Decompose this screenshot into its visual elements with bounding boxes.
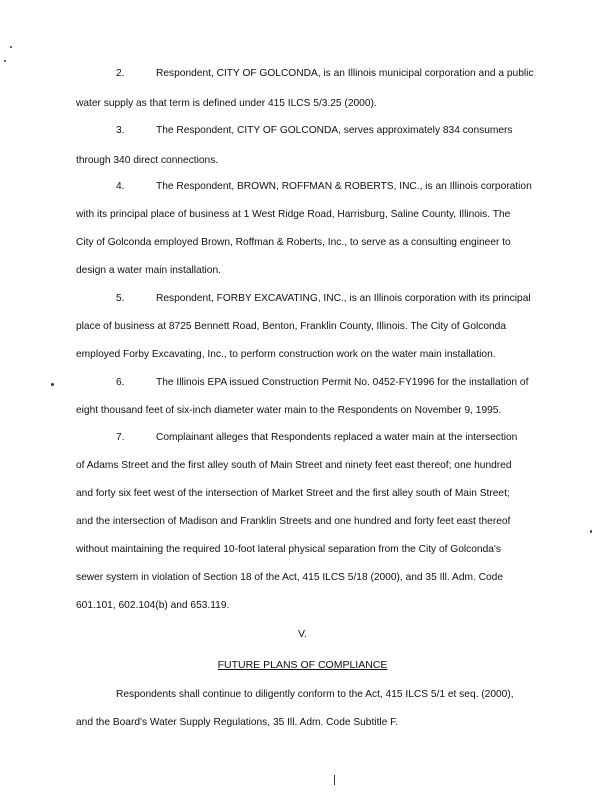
paragraph-line: with its principal place of business at 1 West Ridge Road, Harrisburg, Saline County, Illinois. The: [76, 209, 511, 220]
scan-speck: [51, 383, 54, 386]
paragraph-first-line: The Illinois EPA issued Construction Permit No. 0452-FY1996 for the installation of: [156, 377, 529, 388]
section-title-text: FUTURE PLANS OF COMPLIANCE: [217, 659, 388, 671]
paragraph-line: eight thousand feet of six-inch diameter water main to the Respondents on November 9, 1995.: [76, 405, 502, 416]
paragraph-number: 7.: [116, 432, 125, 443]
scan-speck: [4, 60, 6, 62]
paragraph-first-line: The Respondent, CITY OF GOLCONDA, serves approximately 834 consumers: [156, 125, 513, 136]
paragraph-line: employed Forby Excavating, Inc., to perform construction work on the water main installation.: [76, 349, 496, 360]
paragraph-first-line: The Respondent, BROWN, ROFFMAN & ROBERTS, INC., is an Illinois corporation: [156, 181, 532, 192]
section-number: V.: [298, 628, 307, 640]
paragraph-number: 5.: [116, 293, 125, 304]
section-title: [0, 659, 605, 671]
paragraph-number: 4.: [116, 181, 125, 192]
paragraph-line: water supply as that term is defined under 415 ILCS 5/3.25 (2000).: [76, 98, 377, 109]
paragraph-line: 601.101, 602.104(b) and 653.119.: [76, 600, 230, 611]
paragraph-line: of Adams Street and the first alley south of Main Street and ninety feet east thereof; one hundred: [76, 460, 512, 471]
scan-speck: [590, 530, 592, 533]
paragraph-first-line: Complainant alleges that Respondents replaced a water main at the intersection: [156, 432, 518, 443]
paragraph-line: sewer system in violation of Section 18 of the Act, 415 ILCS 5/18 (2000), and 35 Ill. Adm. Code: [76, 572, 503, 583]
paragraph-number: 3.: [116, 125, 125, 136]
paragraph-number: 2.: [116, 68, 125, 79]
scan-speck: [10, 46, 12, 48]
paragraph-line: City of Golconda employed Brown, Roffman & Roberts, Inc., to serve as a consulting engineer to: [76, 237, 511, 248]
paragraph-first-line: Respondent, CITY OF GOLCONDA, is an Illinois municipal corporation and a public: [156, 68, 534, 79]
paragraph-line: through 340 direct connections.: [76, 155, 219, 166]
paragraph-number: 6.: [116, 377, 125, 388]
paragraph-first-line: Respondent, FORBY EXCAVATING, INC., is an Illinois corporation with its principal: [156, 293, 531, 304]
paragraph-line: design a water main installation.: [76, 265, 221, 276]
paragraph-line: and the Board's Water Supply Regulations, 35 Ill. Adm. Code Subtitle F.: [76, 717, 399, 728]
paragraph-line: place of business at 8725 Bennett Road, Benton, Franklin County, Illinois. The City of Golconda: [76, 321, 507, 332]
scan-speck: [334, 775, 335, 785]
paragraph-first-line: Respondents shall continue to diligently conform to the Act, 415 ILCS 5/1 et seq. (2000),: [116, 689, 514, 700]
paragraph-line: without maintaining the required 10-foot lateral physical separation from the City of Golconda's: [76, 544, 501, 555]
paragraph-line: and forty six feet west of the intersection of Market Street and the first alley south of Main Street;: [76, 488, 510, 499]
paragraph-line: and the intersection of Madison and Franklin Streets and one hundred and forty feet east thereof: [76, 516, 511, 527]
